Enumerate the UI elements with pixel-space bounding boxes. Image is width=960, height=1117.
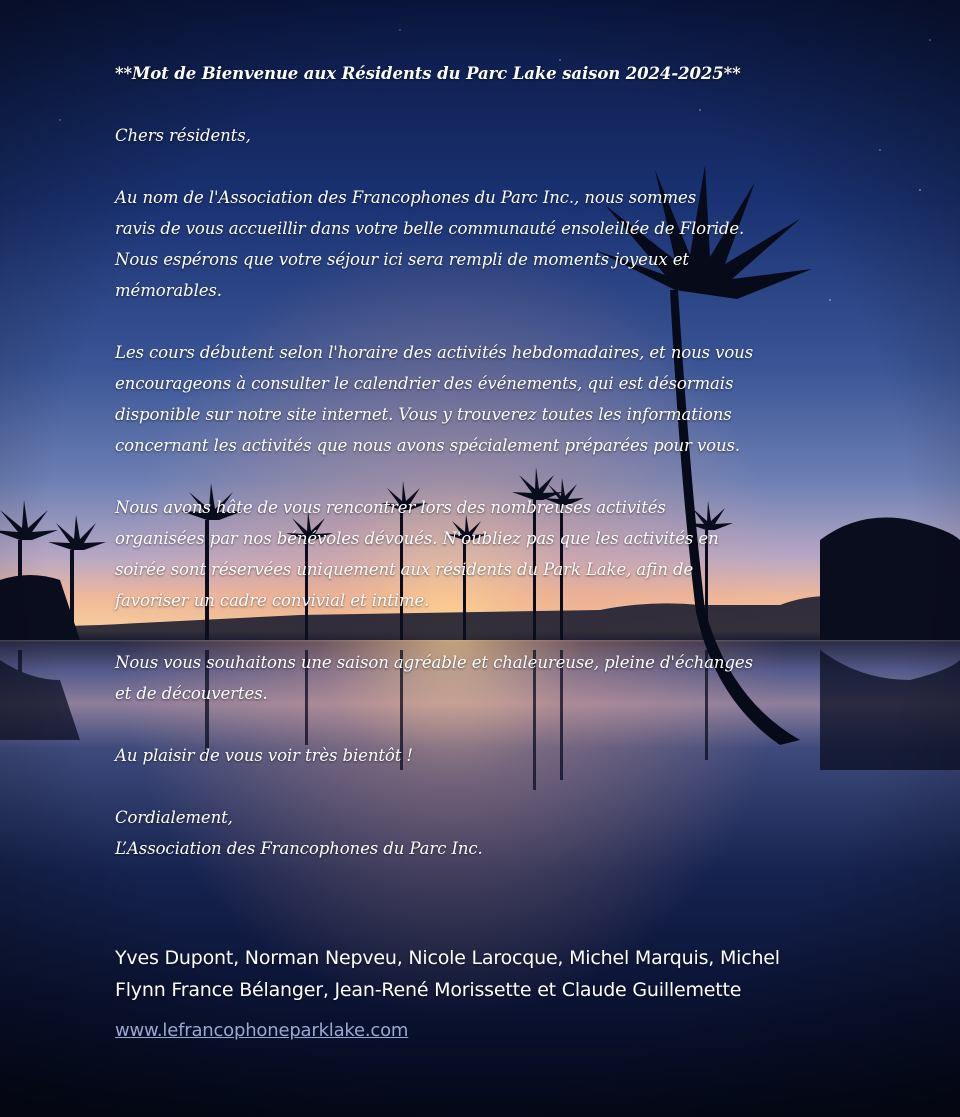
letter-line: disponible sur notre site internet. Vous y trouverez toutes les informations bbox=[115, 405, 732, 424]
letter-paragraph-5 bbox=[115, 647, 860, 709]
welcome-letter bbox=[115, 58, 860, 864]
names-line: Yves Dupont, Norman Nepveu, Nicole Larocque, Michel Marquis, Michel bbox=[115, 947, 780, 969]
letter-line: Nous espérons que votre séjour ici sera rempli de moments joyeux et bbox=[115, 250, 689, 269]
letter-line: organisées par nos bénévoles dévoués. N'oubliez pas que les activités en bbox=[115, 529, 719, 548]
letter-line: Nous avons hâte de vous rencontrer lors des nombreuses activités bbox=[115, 498, 666, 517]
letter-title: **Mot de Bienvenue aux Résidents du Parc Lake saison 2024-2025** bbox=[115, 64, 741, 83]
letter-line: favoriser un cadre convivial et intime. bbox=[115, 591, 430, 610]
letter-line: et de découvertes. bbox=[115, 684, 268, 703]
letter-line: Nous vous souhaitons une saison agréable et chaleureuse, pleine d'échanges bbox=[115, 653, 753, 672]
signature-text: L’Association des Francophones du Parc Inc. bbox=[115, 839, 483, 858]
letter-line: concernant les activités que nous avons spécialement préparées pour vous. bbox=[115, 436, 741, 455]
letter-line: encourageons à consulter le calendrier des événements, qui est désormais bbox=[115, 374, 734, 393]
letter-paragraph-1 bbox=[115, 182, 860, 244]
letter-paragraph-3 bbox=[115, 337, 860, 461]
letter-closing-phrase: Au plaisir de vous voir très bientôt ! bbox=[115, 746, 413, 765]
letter-line: soirée sont réservées uniquement aux résidents du Park Lake, afin de bbox=[115, 560, 694, 579]
letter-salutation: Chers résidents, bbox=[115, 126, 251, 145]
letter-line: Au nom de l'Association des Francophones du Parc Inc., nous sommes bbox=[115, 188, 697, 207]
website-link[interactable]: www.lefrancophoneparklake.com bbox=[115, 1020, 409, 1041]
volunteer-names bbox=[115, 942, 875, 1006]
sign-off-text: Cordialement, bbox=[115, 808, 233, 827]
letter-line: Les cours débutent selon l'horaire des activités hebdomadaires, et nous vous bbox=[115, 343, 754, 362]
letter-paragraph-4 bbox=[115, 492, 860, 616]
names-line: Flynn France Bélanger, Jean-René Morissette et Claude Guillemette bbox=[115, 979, 742, 1001]
letter-line: mémorables. bbox=[115, 281, 222, 300]
letter-paragraph-2 bbox=[115, 244, 860, 306]
letter-line: ravis de vous accueillir dans votre belle communauté ensoleillée de Floride. bbox=[115, 219, 745, 238]
letter-sign-off bbox=[115, 802, 860, 864]
